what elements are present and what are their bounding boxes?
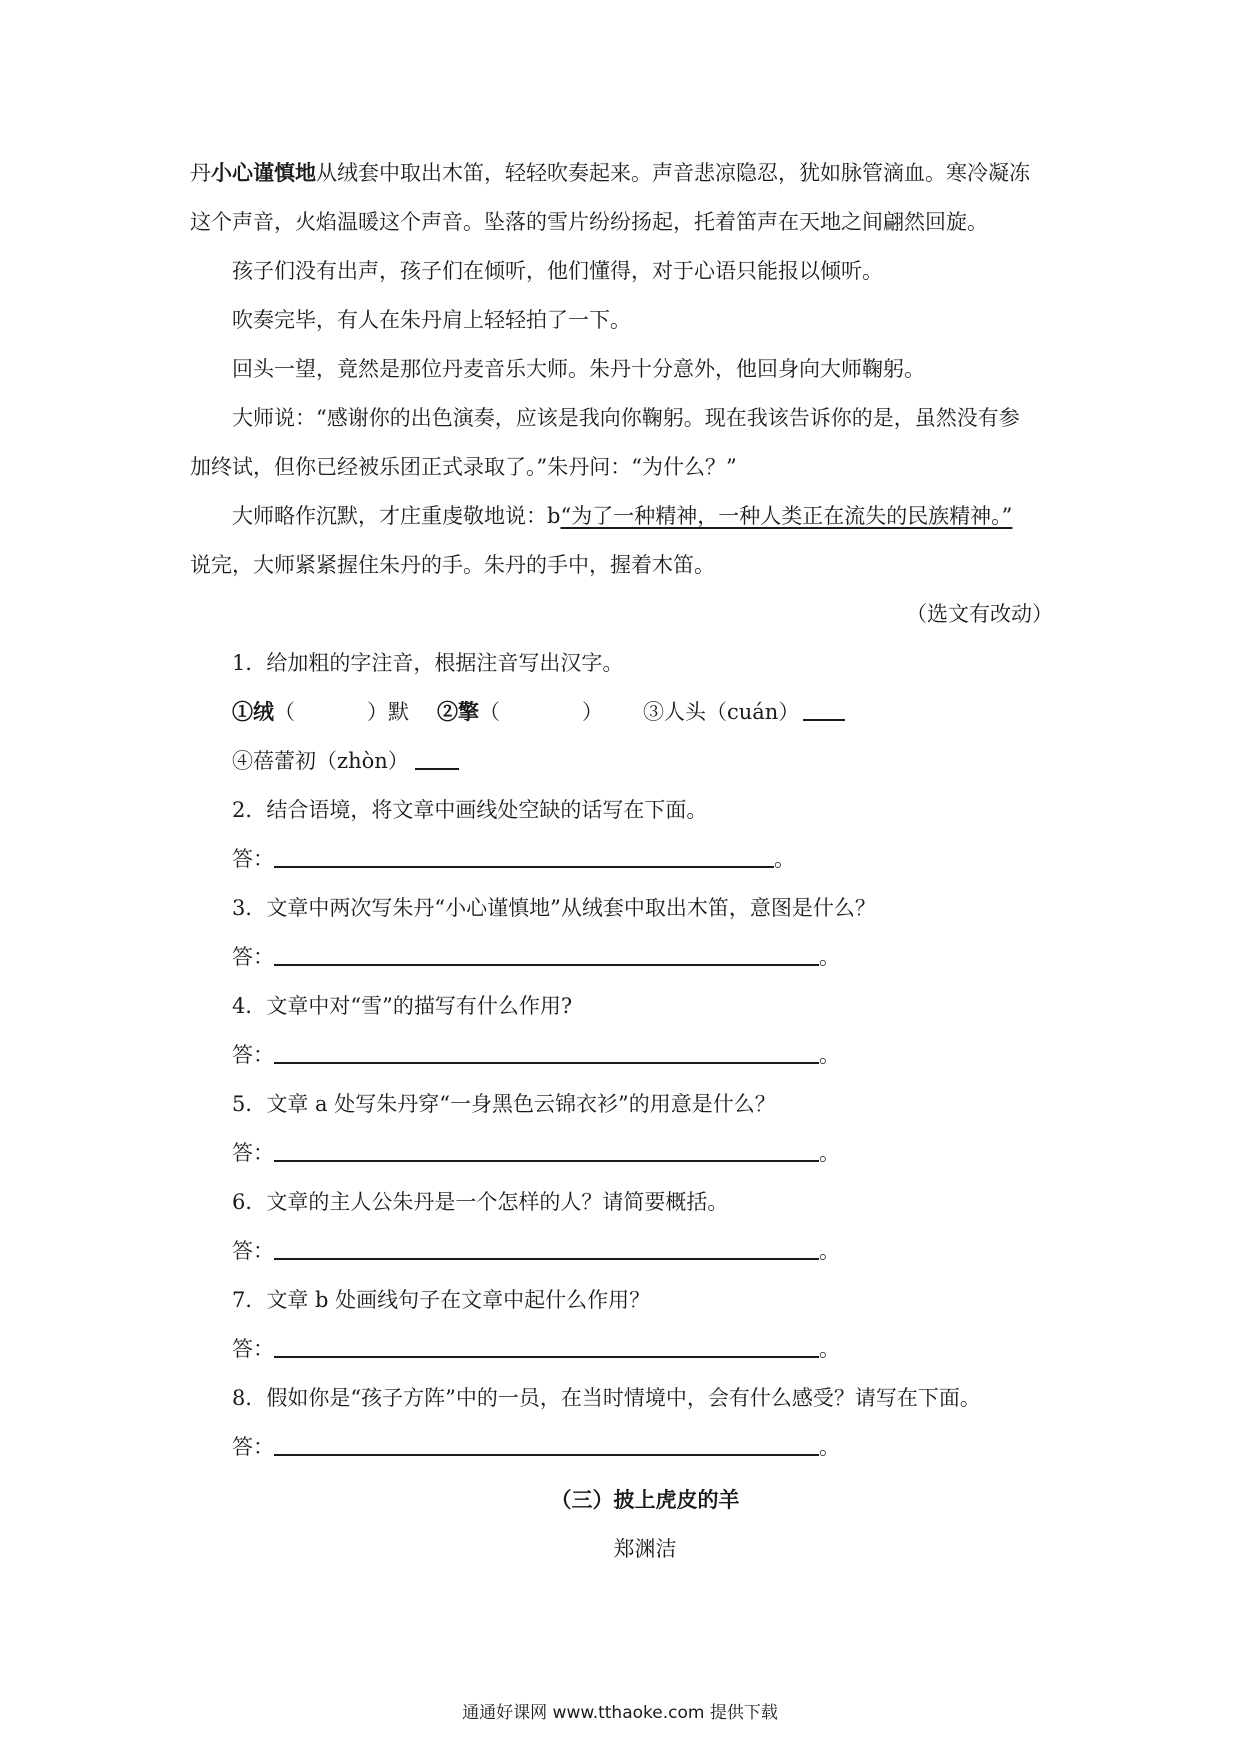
passage-text: 大师略作沉默，才庄重虔敬地说：b (232, 504, 561, 528)
period: 。 (819, 1435, 840, 1459)
question-2: 2．结合语境，将文章中画线处空缺的话写在下面。 (232, 798, 708, 822)
passage-paragraph-3: 吹奏完毕，有人在朱丹肩上轻轻拍了一下。 (232, 308, 631, 332)
source-note: （选文有改动） (906, 602, 1053, 626)
question-4: 4．文章中对“雪”的描写有什么作用? (232, 994, 573, 1018)
passage-text: 丹 (190, 161, 211, 185)
paren-open: （ (274, 700, 295, 724)
answer-row-2 (232, 844, 795, 874)
q1-item-4: ④蓓蕾初（zhòn） (232, 749, 409, 773)
answer-line[interactable] (274, 1238, 819, 1260)
answer-line[interactable] (274, 1434, 819, 1456)
answer-line[interactable] (274, 1042, 819, 1064)
period: 。 (819, 1239, 840, 1263)
answer-line[interactable] (274, 944, 819, 966)
passage-paragraph-6 (232, 501, 1012, 531)
answer-label: 答： (232, 847, 274, 871)
hanzi-blank[interactable] (415, 748, 459, 770)
section-title: （三）披上虎皮的羊 (550, 1487, 740, 1512)
answer-line[interactable] (274, 846, 774, 868)
answer-row-7 (232, 1334, 840, 1364)
answer-label: 答： (232, 945, 274, 969)
period: 。 (819, 945, 840, 969)
underlined-sentence: “为了一种精神，一种人类正在流失的民族精神。” (560, 504, 1013, 528)
passage-paragraph-4: 回头一望，竟然是那位丹麦音乐大师。朱丹十分意外，他回身向大师鞠躬。 (232, 357, 925, 381)
question-6: 6．文章的主人公朱丹是一个怎样的人？请简要概括。 (232, 1190, 729, 1214)
answer-row-8 (232, 1432, 840, 1462)
passage-line-2: 这个声音，火焰温暖这个声音。坠落的雪片纷纷扬起，托着笛声在天地之间翩然回旋。 (190, 210, 988, 234)
period: 。 (774, 847, 795, 871)
question-1: 1．给加粗的字注音，根据注音写出汉字。 (232, 651, 624, 675)
q1-item-1-char: ①绒 (232, 699, 274, 724)
answer-row-3 (232, 942, 840, 972)
passage-paragraph-5-line-2: 加终试，但你已经被乐团正式录取了。”朱丹问：“为什么？” (190, 455, 737, 479)
passage-text: 从绒套中取出木笛，轻轻吹奏起来。声音悲凉隐忍，犹如脉管滴血。寒冷凝冻 (316, 161, 1030, 185)
answer-line[interactable] (274, 1140, 819, 1162)
section-author: 郑渊洁 (613, 1537, 677, 1561)
answer-row-6 (232, 1236, 840, 1266)
q1-item-2-rest: ） (582, 700, 603, 724)
answer-line[interactable] (274, 1336, 819, 1358)
answer-label: 答： (232, 1435, 274, 1459)
passage-paragraph-2: 孩子们没有出声，孩子们在倾听，他们懂得，对于心语只能报以倾听。 (232, 259, 883, 283)
paren-open: （ (479, 700, 500, 724)
answer-label: 答： (232, 1337, 274, 1361)
bold-phrase: 小心谨慎地 (211, 160, 316, 185)
period: 。 (819, 1337, 840, 1361)
q1-item-3: ③人头（cuán） (643, 700, 800, 724)
answer-row-5 (232, 1138, 840, 1168)
q1-item-2-char: ②擎 (437, 699, 479, 724)
question-7: 7．文章 b 处画线句子在文章中起什么作用？ (232, 1288, 651, 1312)
question-3: 3．文章中两次写朱丹“小心谨慎地”从绒套中取出木笛，意图是什么？ (232, 896, 876, 920)
passage-line-1 (190, 158, 1030, 188)
q1-item-1-rest: ）默 (367, 700, 409, 724)
answer-row-4 (232, 1040, 840, 1070)
period: 。 (819, 1043, 840, 1067)
answer-label: 答： (232, 1043, 274, 1067)
answer-label: 答： (232, 1239, 274, 1263)
page-footer: 通通好课网 www.tthaoke.com 提供下载 (462, 1703, 778, 1723)
question-1-items-row-2 (232, 746, 459, 776)
question-8: 8．假如你是“孩子方阵”中的一员，在当时情境中，会有什么感受？请写在下面。 (232, 1386, 981, 1410)
answer-label: 答： (232, 1141, 274, 1165)
period: 。 (819, 1141, 840, 1165)
hanzi-blank[interactable] (803, 699, 845, 721)
passage-paragraph-6-line-2: 说完，大师紧紧握住朱丹的手。朱丹的手中，握着木笛。 (190, 553, 715, 577)
question-1-items-row-1 (232, 697, 845, 727)
question-5: 5．文章 a 处写朱丹穿“一身黑色云锦衣衫”的用意是什么？ (232, 1092, 776, 1116)
passage-paragraph-5: 大师说：“感谢你的出色演奏，应该是我向你鞠躬。现在我该告诉你的是，虽然没有参 (232, 406, 1020, 430)
